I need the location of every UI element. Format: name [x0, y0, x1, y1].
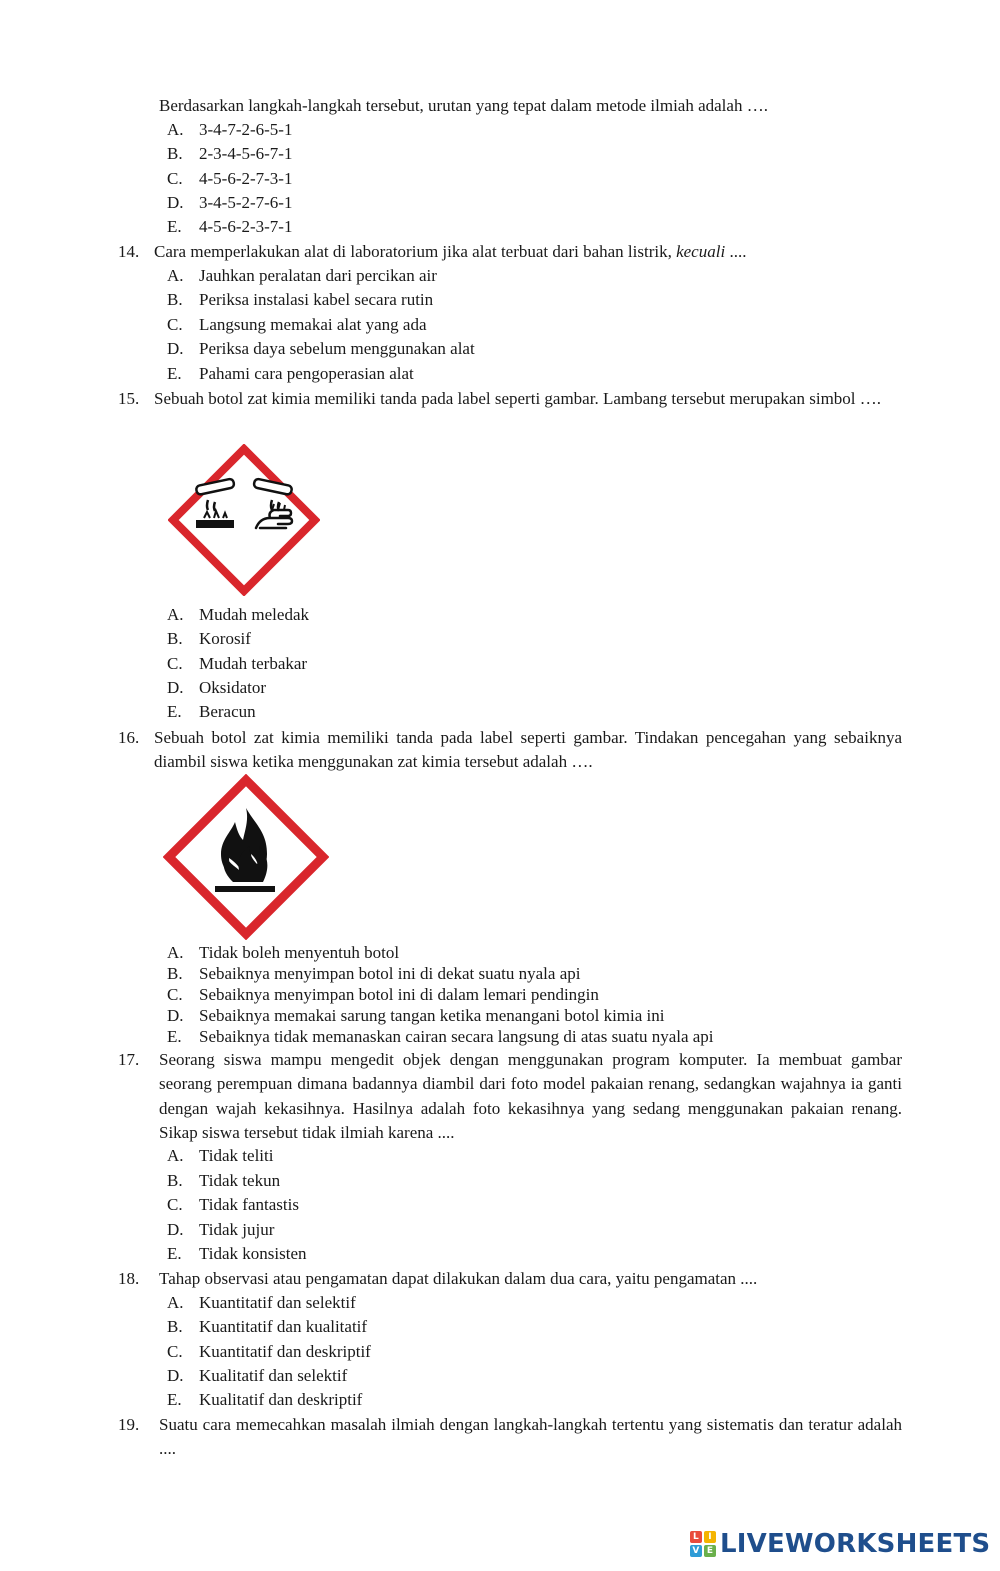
question-text-16: Sebuah botol zat kimia memiliki tanda pada label seperti gambar. Tindakan pencegahan yang sebaiknya diambil siswa ketika menggunakan zat kimia tersebut adalah …. — [154, 728, 902, 772]
question-number-16: 16. — [118, 728, 140, 747]
question-text-19: Suatu cara memecahkan masalah ilmiah dengan langkah-langkah tertentu yang sistematis dan teratur adalah .... — [159, 1415, 902, 1459]
q18-option-a[interactable]: A. Kuantitatif dan selektif — [167, 1293, 356, 1312]
q18-option-d[interactable]: D. Kualitatif dan selektif — [167, 1366, 348, 1385]
question-text-17: Seorang siswa mampu mengedit objek dengan menggunakan program komputer. Ia membuat gambar seorang perempuan dimana badannya diambil dari foto model pakaian renang, sedangkan wajahnya ia ganti dengan wajah kekasihnya. Hasilnya adalah foto kekasihnya yang sedang menggunakan pakaian renang. Sikap siswa tersebut tidak ilmiah karena .... — [159, 1050, 902, 1143]
q15-option-e[interactable]: E. Beracun — [167, 702, 256, 721]
question-number-17: 17. — [118, 1050, 140, 1069]
q15-option-b[interactable]: B. Korosif — [167, 629, 251, 648]
question-14-emphasis: kecuali — [676, 242, 726, 261]
q14-option-d[interactable]: D. Periksa daya sebelum menggunakan alat — [167, 339, 475, 358]
intro-option-a[interactable]: A. 3-4-7-2-6-5-1 — [167, 120, 293, 139]
q17-option-d[interactable]: D. Tidak jujur — [167, 1220, 275, 1239]
question-number-19: 19. — [118, 1415, 140, 1434]
q15-option-d[interactable]: D. Oksidator — [167, 678, 267, 697]
liveworksheets-logo[interactable] — [690, 1527, 990, 1561]
q16-option-a[interactable]: A. Tidak boleh menyentuh botol — [167, 943, 400, 962]
q18-option-e[interactable]: E. Kualitatif dan deskriptif — [167, 1390, 363, 1409]
q16-option-c[interactable]: C. Sebaiknya menyimpan botol ini di dalam lemari pendingin — [167, 985, 599, 1004]
q14-option-a[interactable]: A. Jauhkan peralatan dari percikan air — [167, 266, 437, 285]
intro-option-d[interactable]: D. 3-4-5-2-7-6-1 — [167, 193, 293, 212]
question-text-15: Sebuah botol zat kimia memiliki tanda pada label seperti gambar. Lambang tersebut merupakan simbol …. — [154, 389, 882, 408]
q17-option-c[interactable]: C. Tidak fantastis — [167, 1195, 299, 1214]
q14-option-e[interactable]: E. Pahami cara pengoperasian alat — [167, 364, 414, 383]
liveworksheets-logo-icon: L I V E — [690, 1531, 716, 1557]
q17-option-e[interactable]: E. Tidak konsisten — [167, 1244, 307, 1263]
liveworksheets-brand-text: LIVEWORKSHEETS — [720, 1529, 991, 1559]
intro-option-c[interactable]: C. 4-5-6-2-7-3-1 — [167, 169, 293, 188]
q18-option-c[interactable]: C. Kuantitatif dan deskriptif — [167, 1342, 371, 1361]
q18-option-b[interactable]: B. Kuantitatif dan kualitatif — [167, 1317, 368, 1336]
intro-option-b[interactable]: B. 2-3-4-5-6-7-1 — [167, 144, 293, 163]
question-number-18: 18. — [118, 1269, 140, 1288]
q16-option-e[interactable]: E. Sebaiknya tidak memanaskan cairan secara langsung di atas suatu nyala api — [167, 1027, 714, 1046]
question-text-18: Tahap observasi atau pengamatan dapat dilakukan dalam dua cara, yaitu pengamatan .... — [159, 1269, 758, 1288]
q15-option-a[interactable]: A. Mudah meledak — [167, 605, 309, 624]
intro-option-e[interactable]: E. 4-5-6-2-3-7-1 — [167, 217, 293, 236]
intro-question-text: Berdasarkan langkah-langkah tersebut, urutan yang tepat dalam metode ilmiah adalah …. — [159, 96, 768, 115]
q15-option-c[interactable]: C. Mudah terbakar — [167, 654, 308, 673]
q17-option-b[interactable]: B. Tidak tekun — [167, 1171, 281, 1190]
corrosive-hazard-icon — [168, 444, 320, 596]
q17-option-a[interactable]: A. Tidak teliti — [167, 1146, 274, 1165]
q16-option-b[interactable]: B. Sebaiknya menyimpan botol ini di dekat suatu nyala api — [167, 964, 581, 983]
q16-option-d[interactable]: D. Sebaiknya memakai sarung tangan ketika menangani botol kimia ini — [167, 1006, 665, 1025]
q14-option-c[interactable]: C. Langsung memakai alat yang ada — [167, 315, 427, 334]
question-number-15: 15. — [118, 389, 140, 408]
question-text-14: Cara memperlakukan alat di laboratorium jika alat terbuat dari bahan listrik, kecuali .... — [154, 242, 747, 261]
flammable-hazard-icon — [163, 774, 329, 940]
q14-option-b[interactable]: B. Periksa instalasi kabel secara rutin — [167, 290, 434, 309]
question-number-14: 14. — [118, 242, 140, 261]
